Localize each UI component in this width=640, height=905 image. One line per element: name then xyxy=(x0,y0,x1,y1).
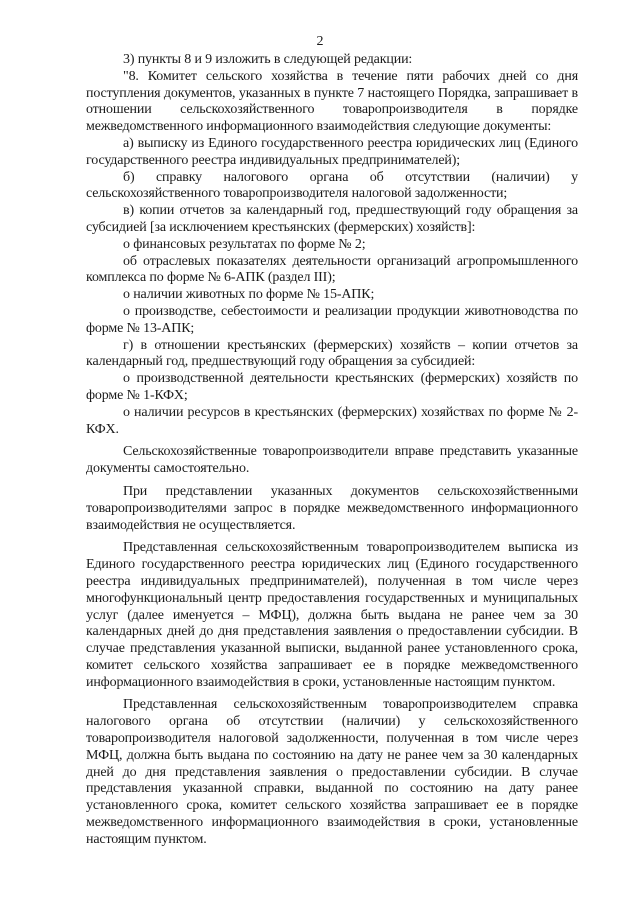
paragraph-registry-extract: Представленная сельскохозяйственным товаропроизводителем выписка из Единого государственного реестра юридических лиц (Единого государственного реестра индивидуальных предпринимателей), полученная в том числе через многофункциональный центр предоставления государственных и муниципальных услуг (далее именуется – МФЦ), должна быть выдана не ранее чем за 30 календарных дней до дня представления заявления о предоставлении субсидии. В случае представления указанной выписки, выданной ранее установленного срока, комитет сельского хозяйства запрашивает ее в порядке межведомственного информационного взаимодействия в сроки, установленные настоящим пунктом. xyxy=(86,540,578,690)
paragraph-tax-certificate: Представленная сельскохозяйственным товаропроизводителем справка налогового органа об отсутствии (наличии) у сельскохозяйственного товаропроизводителя налоговой задолженности, полученная в том числе через МФЦ, должна быть выдана по состоянию на дату не ранее чем за 30 календарных дней до дня представления заявления о предоставлении субсидии. В случае представления указанной справки, выданной по состоянию на дату ранее установленного срока, комитет сельского хозяйства запрашивает ее в порядке межведомственного информационного взаимодействия в сроки, установленные настоящим пунктом. xyxy=(86,697,578,847)
paragraph-amendment-intro: 3) пункты 8 и 9 изложить в следующей редакции: xyxy=(123,52,413,67)
paragraph-form-1-kfh: о производственной деятельности крестьянских (фермерских) хозяйств по форме № 1-КФХ; xyxy=(86,371,578,403)
paragraph-item-b: б) справку налогового органа об отсутствии (наличии) у сельскохозяйственного товаропроизводителя налоговой задолженности; xyxy=(86,169,578,202)
paragraph-item-a: а) выписку из Единого государственного реестра юридических лиц (Единого государственного реестра индивидуальных предпринимателей); xyxy=(86,135,578,168)
paragraph-self-submission: Сельскохозяйственные товаропроизводители вправе представить указанные документы самостоятельно. xyxy=(86,444,578,477)
paragraph-form-13-apk: о производстве, себестоимости и реализации продукции животноводства по форме № 13-АПК; xyxy=(86,303,578,336)
paragraph-item-v: в) копии отчетов за календарный год, предшествующий году обращения за субсидией [за исключением крестьянских (фермерских) хозяйств]: xyxy=(86,203,578,235)
page-number: 2 xyxy=(316,34,324,49)
paragraph-form-2: о финансовых результатах по форме № 2; xyxy=(123,236,366,252)
paragraph-form-15-apk: о наличии животных по форме № 15-АПК; xyxy=(123,287,375,303)
paragraph-item-g: г) в отношении крестьянских (фермерских) хозяйств – копии отчетов за календарный год, предшествующий году обращения за субсидией: xyxy=(86,337,578,370)
paragraph-no-request: При представлении указанных документов сельскохозяйственными товаропроизводителями запрос в порядке межведомственного информационного взаимодействия не осуществляется. xyxy=(86,483,578,533)
paragraph-form-2-kfh: о наличии ресурсов в крестьянских (фермерских) хозяйствах по форме № 2-КФХ. xyxy=(86,404,578,437)
paragraph-clause-8: "8. Комитет сельского хозяйства в течение пяти рабочих дней со дня поступления документов, указанных в пункте 7 настоящего Порядка, запрашивает в отношении сельскохозяйственного товаропроизводителя в порядке межведомственного информационного взаимодействия следующие документы: xyxy=(86,68,578,135)
paragraph-form-6-apk: об отраслевых показателях деятельности организаций агропромышленного комплекса по форме № 6-АПК (раздел III); xyxy=(86,253,578,286)
document-body xyxy=(86,52,578,849)
